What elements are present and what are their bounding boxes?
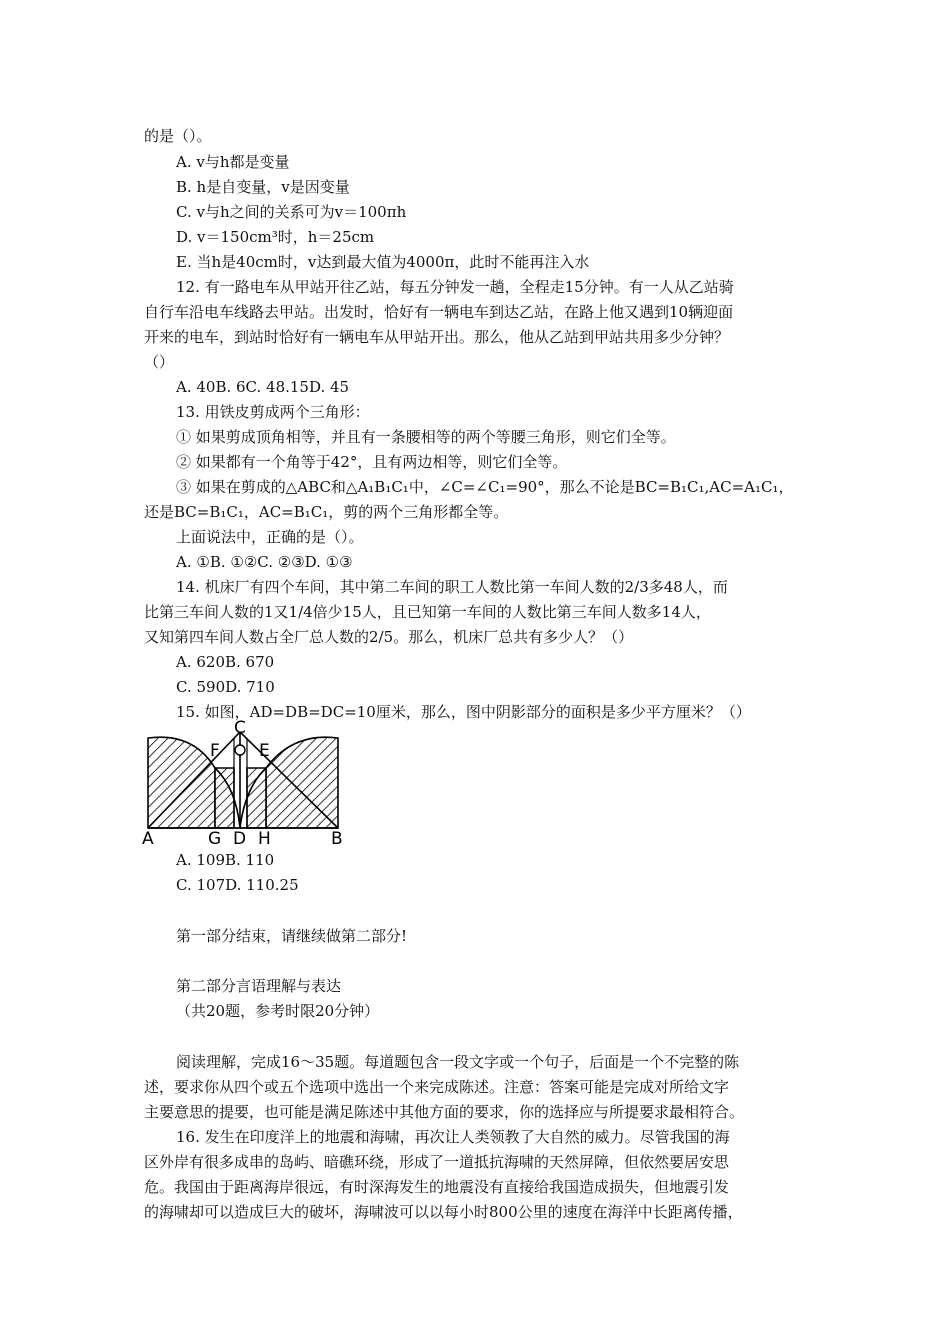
label-g: G <box>208 829 222 848</box>
label-a: A <box>142 829 154 848</box>
shaded-right-region <box>266 737 338 828</box>
q13-statement-1: ① 如果剪成顶角相等，并且有一条腰相等的两个等腰三角形，则它们全等。 <box>176 428 676 446</box>
label-e: E <box>259 741 270 761</box>
q15-options-2: C. 107D. 110.25 <box>176 876 299 894</box>
label-d: D <box>233 829 247 848</box>
q12-line-2: 自行车沿电车线路去甲站。出发时，恰好有一辆电车到达乙站，在路上他又遇到10辆迎面 <box>144 303 734 321</box>
part1-end-notice: 第一部分结束，请继续做第二部分! <box>176 927 408 945</box>
shaded-middle-right <box>247 768 266 828</box>
q14-line-1: 14. 机床厂有四个车间，其中第二车间的职工人数比第一车间人数的2/3多48人，而 <box>176 578 728 596</box>
q13-stem: 13. 用铁皮剪成两个三角形： <box>176 403 370 421</box>
part2-title: 第二部分言语理解与表达 <box>176 977 342 995</box>
q13-statement-3-cont: 还是BC=B₁C₁，AC=B₁C₁，剪的两个三角形都全等。 <box>144 503 509 521</box>
q12-line-1: 12. 有一路电车从甲站开往乙站，每五分钟发一趟，全程走15分钟。有一人从乙站骑 <box>176 278 734 296</box>
point-c-marker <box>235 745 245 755</box>
q11-option-c: C. v与h之间的关系可为v＝100πh <box>176 203 407 221</box>
q11-stem-tail: 的是（）。 <box>144 127 212 145</box>
q16-line-1: 16. 发生在印度洋上的地震和海啸，再次让人类领教了大自然的威力。尽管我国的海 <box>176 1128 730 1146</box>
q13-statement-3: ③ 如果在剪成的△ABC和△A₁B₁C₁中，∠C=∠C₁=90°，那么不论是BC=B₁C₁,AC=A₁C₁， <box>176 478 794 496</box>
q14-options-1: A. 620B. 670 <box>176 653 275 671</box>
q14-options-2: C. 590D. 710 <box>176 678 275 696</box>
shaded-middle-left <box>215 768 234 828</box>
q13-statement-2: ② 如果都有一个角等于42°，且有两边相等，则它们全等。 <box>176 453 568 471</box>
q14-line-2: 比第三车间人数的1又1/4倍少15人，且已知第一车间的人数比第三车间人数多14人， <box>144 603 711 621</box>
label-c: C <box>234 718 246 738</box>
part2-subtitle: （共20题，参考时限20分钟） <box>176 1002 380 1020</box>
part2-intro-3: 主要意思的提要，也可能是满足陈述中其他方面的要求，你的选择应与所提要求最相符合。 <box>144 1103 745 1121</box>
q12-line-4: （） <box>144 353 175 371</box>
q13-question: 上面说法中，正确的是（）。 <box>176 528 364 546</box>
label-f: F <box>210 741 220 761</box>
q15-geometry-figure <box>138 718 350 848</box>
q13-options: A. ①B. ①②C. ②③D. ①③ <box>176 553 353 571</box>
part2-intro-1: 阅读理解，完成16～35题。每道题包含一段文字或一个句子，后面是一个不完整的陈 <box>176 1053 740 1071</box>
q15-stem: 15. 如图，AD=DB=DC=10厘米，那么，图中阴影部分的面积是多少平方厘米？（） <box>176 703 751 721</box>
q11-option-a: A. v与h都是变量 <box>176 153 290 171</box>
label-h: H <box>258 829 271 848</box>
part2-intro-2: 述，要求你从四个或五个选项中选出一个来完成陈述。注意：答案可能是完成对所给文字 <box>144 1078 730 1096</box>
q11-option-e: E. 当h是40cm时，v达到最大值为4000π，此时不能再注入水 <box>176 253 590 271</box>
q16-line-4: 的海啸却可以造成巨大的破坏，海啸波可以以每小时800公里的速度在海洋中长距离传播， <box>144 1203 743 1221</box>
q16-line-2: 区外岸有很多成串的岛屿、暗礁环绕，形成了一道抵抗海啸的天然屏障，但依然要居安思 <box>144 1153 730 1171</box>
shaded-left-region <box>148 737 215 828</box>
q12-line-3: 开来的电车，到站时恰好有一辆电车从甲站开出。那么，他从乙站到甲站共用多少分钟？ <box>144 328 730 346</box>
q11-option-d: D. v＝150cm³时，h＝25cm <box>176 228 375 246</box>
q16-line-3: 危。我国由于距离海岸很远，有时深海发生的地震没有直接给我国造成损失，但地震引发 <box>144 1178 730 1196</box>
q11-option-b: B. h是自变量，v是因变量 <box>176 178 350 196</box>
q12-options: A. 40B. 6C. 48.15D. 45 <box>176 378 350 396</box>
q14-line-3: 又知第四车间人数占全厂总人数的2/5。那么，机床厂总共有多少人？（） <box>144 628 634 646</box>
label-b: B <box>331 829 343 848</box>
q15-options-1: A. 109B. 110 <box>176 851 275 869</box>
